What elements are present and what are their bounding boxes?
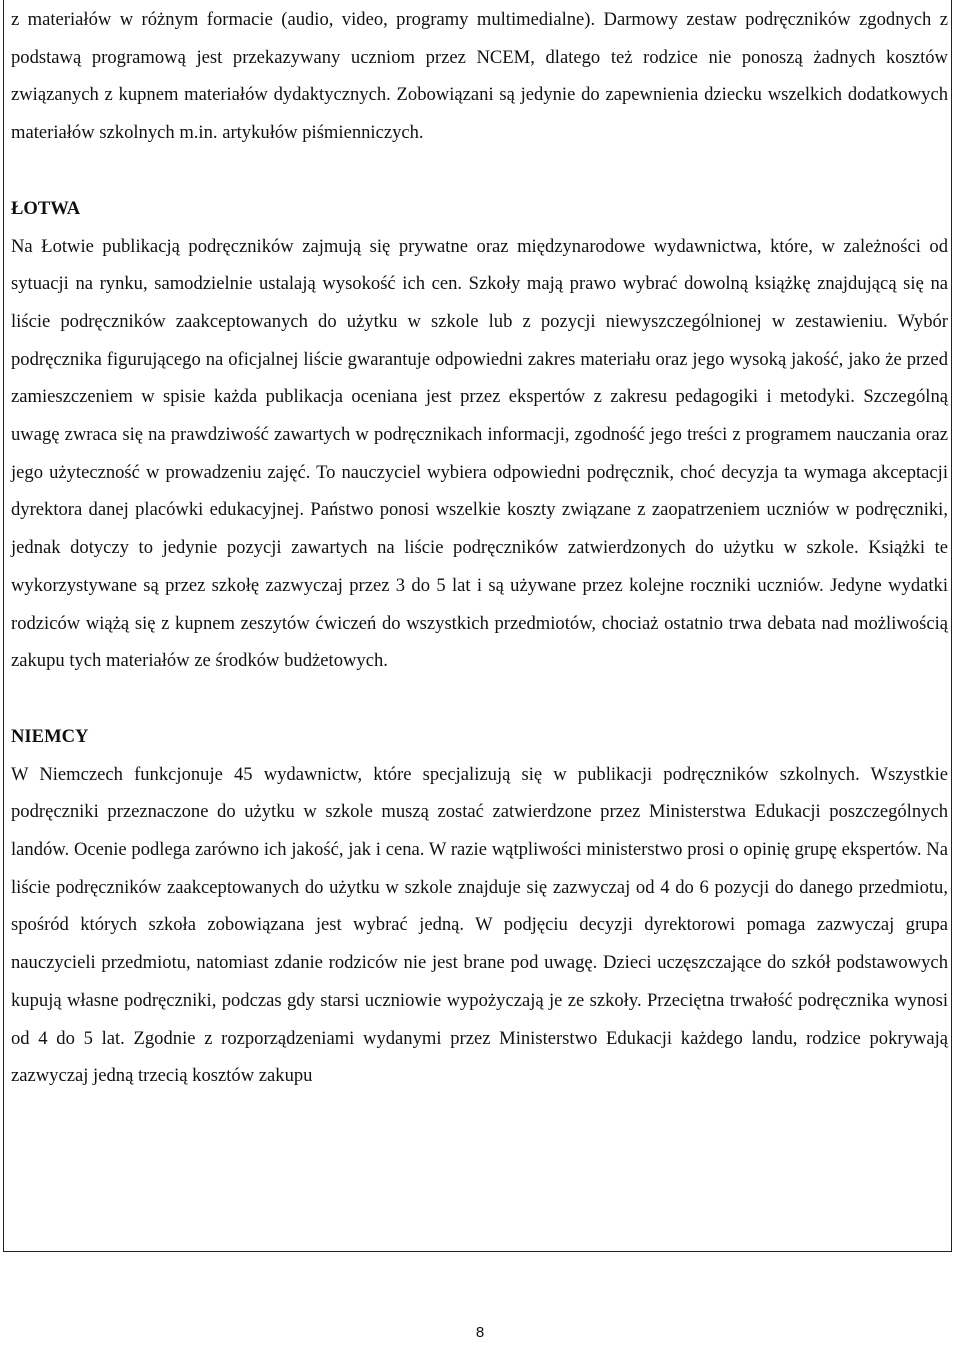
section-body-germany: W Niemczech funkcjonuje 45 wydawnictw, które specjalizują się w publikacji podręczników szkolnych. Wszystkie podręczniki przeznaczone do użytku w szkole muszą zostać zatwierdzone przez Ministerstwa Edukacji poszczególnych landów. Ocenie podlega zarówno ich jakość, jak i cena. W razie wątpliwości ministerstwo prosi o opinię grupę ekspertów. Na liście podręczników zaakceptowanych do użytku w szkole znajduje się zazwyczaj od 4 do 6 pozycji do danego przedmiotu, spośród których szkoła zobowiązana jest wybrać jedną. W podjęciu decyzji dyrektorowi pomaga zazwyczaj grupa nauczycieli przedmiotu, natomiast zdanie rodziców nie jest brane pod uwagę. Dzieci uczęszczające do szkół podstawowych kupują własne podręczniki, podczas gdy starsi uczniowie wypożyczają je ze szkoły. Przeciętna trwałość podręcznika wynosi od 4 do 5 lat. Zgodnie z rozporządzeniami wydanymi przez Ministerstwo Edukacji każdego landu, rodzice pokrywają zazwyczaj jedną trzecią kosztów zakupu [11, 763, 948, 1087]
section-heading-latvia: ŁOTWA [11, 197, 81, 219]
document-body [11, 1, 948, 1095]
spacer [11, 680, 948, 718]
intro-paragraph: z materiałów w różnym formacie (audio, video, programy multimedialne). Darmowy zestaw podręczników zgodnych z podstawą programową jest przekazywany uczniom przez NCEM, dlatego też rodzice nie ponoszą żadnych kosztów związanych z kupnem materiałów dydaktycznych. Zobowiązani są jedynie do zapewnienia dziecku wszelkich dodatkowych materiałów szkolnych m.in. artykułów piśmienniczych. [11, 9, 948, 144]
page-number: 8 [475, 1324, 485, 1341]
section-heading-germany: NIEMCY [11, 725, 89, 747]
section-body-latvia: Na Łotwie publikacją podręczników zajmują się prywatne oraz międzynarodowe wydawnictwa, które, w zależności od sytuacji na rynku, samodzielnie ustalają wysokość ich cen. Szkoły mają prawo wybrać dowolną książkę znajdującą się na liście podręczników zaakceptowanych do użytku w szkole lub z pozycji niewyszczególnionej w zestawieniu. Wybór podręcznika figurującego na oficjalnej liście gwarantuje odpowiedni zakres materiału oraz jego wysoką jakość, jako że przed zamieszczeniem w spisie każda publikacja oceniana jest przez ekspertów z zakresu pedagogiki i metodyki. Szczególną uwagę zwraca się na prawdziwość zawartych w podręcznikach informacji, zgodność jego treści z programem nauczania oraz jego użyteczność w prowadzeniu zajęć. To nauczyciel wybiera odpowiedni podręcznik, choć decyzja ta wymaga akceptacji dyrektora danej placówki edukacyjnej. Państwo ponosi wszelkie koszty związane z zaopatrzeniem uczniów w podręczniki, jednak dotyczy to jedynie pozycji zawartych na liście podręczników zatwierdzonych do użytku w szkole. Książki te wykorzystywane są przez szkołę zazwyczaj przez 3 do 5 lat i są używane przez kolejne roczniki uczniów. Jedyne wydatki rodziców wiążą się z kupnem zeszytów ćwiczeń do wszystkich przedmiotów, chociaż ostatnio trwa debata nad możliwością zakupu tych materiałów ze środków budżetowych. [11, 235, 948, 672]
spacer [11, 152, 948, 190]
